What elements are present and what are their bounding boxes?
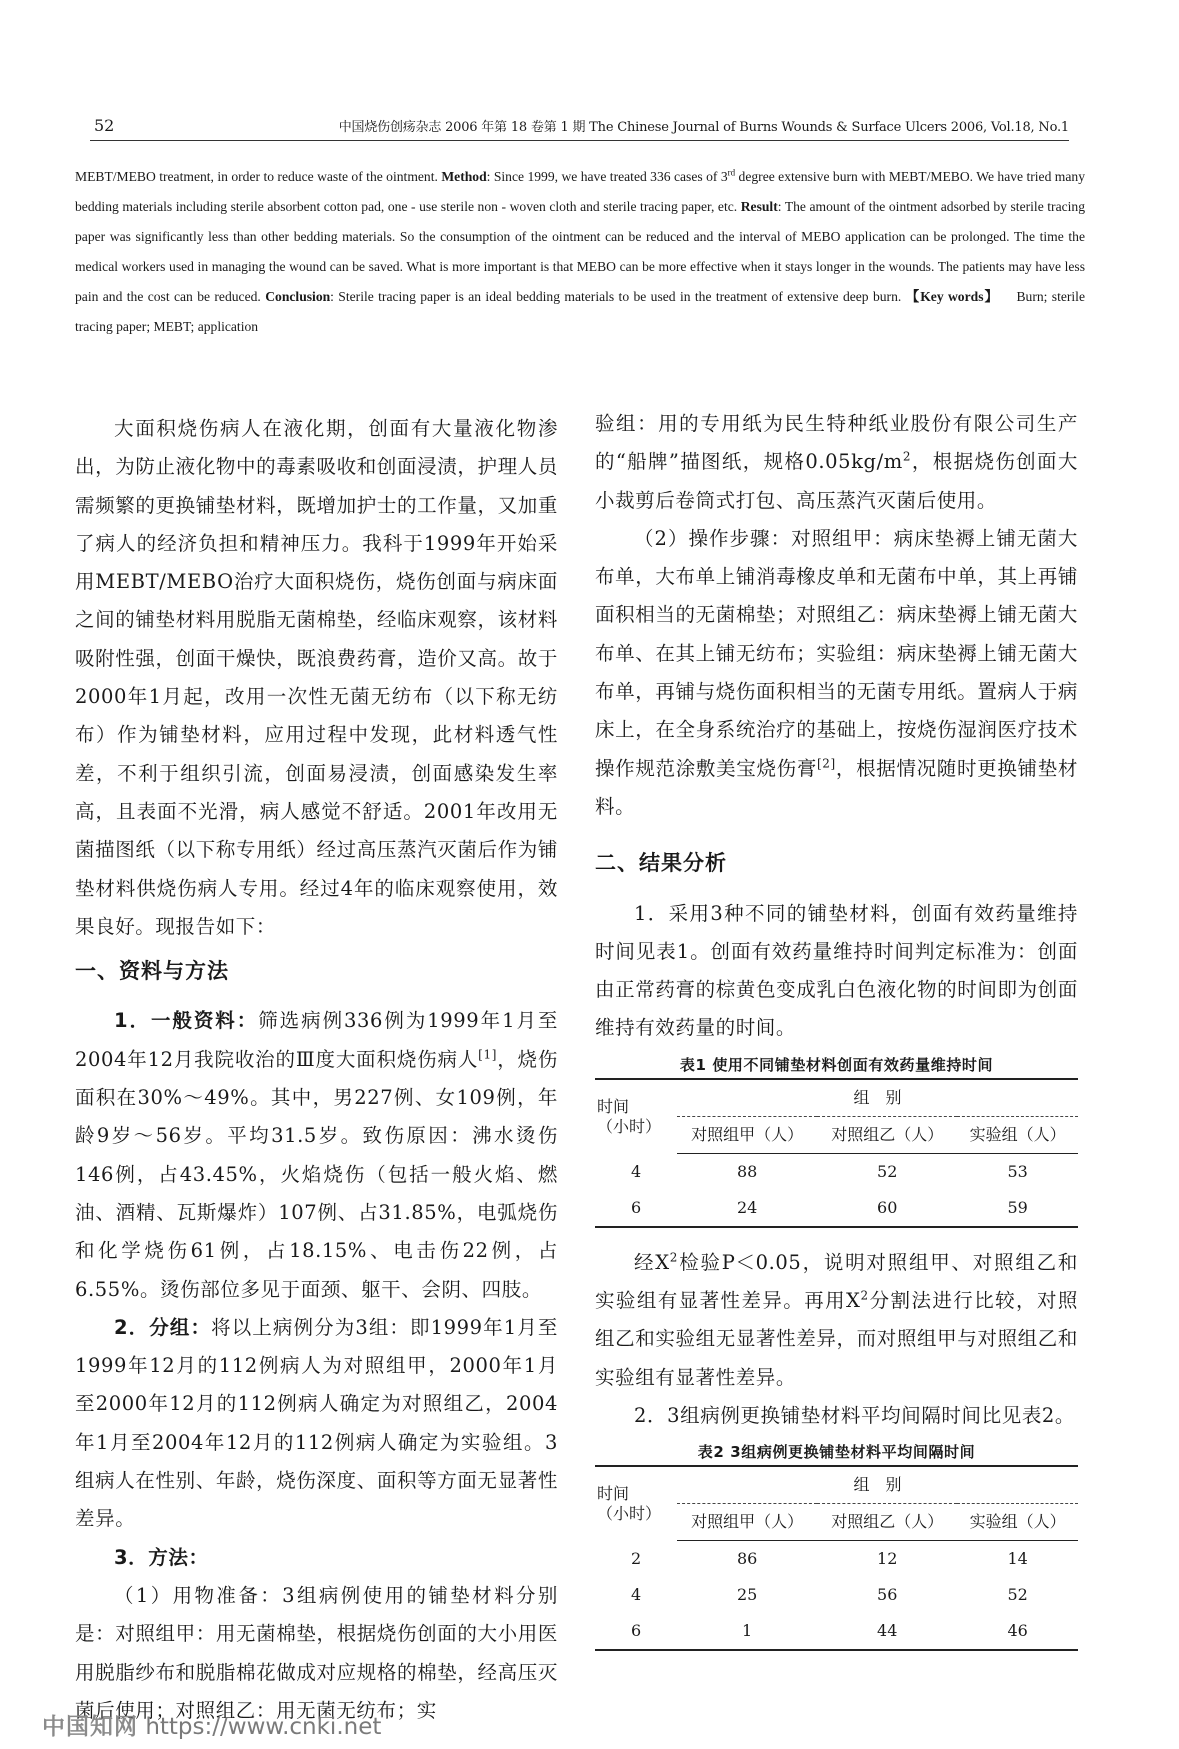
- cell: 52: [1007, 1585, 1028, 1605]
- superscript: 2: [860, 1288, 869, 1303]
- citation: [1]: [478, 1047, 497, 1062]
- header-text: 时间: [597, 1096, 630, 1116]
- cell: 1: [677, 1613, 817, 1650]
- procedure-paragraph: [595, 520, 1078, 826]
- subheading: 3．方法：: [114, 1545, 209, 1569]
- subheading: 1．一般资料：: [114, 1009, 259, 1033]
- page-number: 52: [94, 116, 115, 135]
- cell: 52: [877, 1161, 898, 1181]
- superscript: 2: [902, 449, 912, 464]
- cell: 46: [957, 1613, 1078, 1650]
- cell: 86: [736, 1549, 758, 1569]
- keywords-label: 【Key words】: [905, 289, 999, 304]
- result-paragraph: 1．采用3种不同的铺垫材料，创面有效药量维持时间见表1。创面有效药量维持时间判定标准为：创面由正常药膏的棕黄色变成乳白色液化物的时间即为创面维持有效药量的时间。: [595, 901, 1078, 1040]
- body-text: 筛选病例336例为1999年1月至2004年12月我院收治的Ⅲ度大面积烧伤病人: [75, 1009, 558, 1071]
- cell: 88: [736, 1161, 758, 1181]
- column-header: 实验组（人）: [957, 1504, 1078, 1541]
- grouping-paragraph: [75, 1309, 558, 1539]
- cell: 14: [1007, 1549, 1028, 1569]
- cell: 56: [877, 1585, 898, 1605]
- body-text: 经X: [634, 1250, 670, 1274]
- column-header: 实验组（人）: [957, 1116, 1078, 1153]
- right-column: [595, 405, 1078, 1667]
- cell: 59: [957, 1190, 1078, 1227]
- body-text: ，根据烧伤创面大小裁剪后卷筒式打包、高压蒸汽灭菌后使用。: [595, 450, 1078, 512]
- left-column: [75, 410, 558, 1730]
- cell: 44: [817, 1613, 957, 1650]
- result-label: Result: [740, 199, 778, 214]
- subheading: 2．分组：: [114, 1315, 212, 1339]
- table1: [595, 1078, 1078, 1228]
- journal-title: 中国烧伤创疡杂志 2006 年第 18 卷第 1 期 The Chinese Journal of Burns Wounds & Surface Ulcers 2006, Vol.18, No.1: [338, 120, 1069, 135]
- abstract-text: : Since 1999, we have treated 336 cases of 3: [486, 169, 728, 184]
- citation: [2]: [817, 756, 836, 771]
- section-heading: 二、结果分析: [595, 851, 727, 876]
- abstract-text: MEBT/MEBO treatment, in order to reduce waste of the ointment.: [75, 169, 438, 184]
- watermark-brand: 中国知网: [42, 1714, 138, 1740]
- header-rule: [90, 140, 1069, 141]
- table1-caption: 表1 使用不同铺垫材料创面有效药量维持时间: [679, 1055, 994, 1074]
- column-header: 对照组甲（人）: [677, 1116, 817, 1153]
- general-data-paragraph: [75, 1002, 558, 1308]
- chi-square-paragraph: [595, 1244, 1078, 1397]
- abstract-text: degree extensive burn with MEBT/MEBO. We have tried many bedding materials including sterile absorbent cotton pad, one - use sterile non - woven cloth and sterile tracing paper, etc.: [75, 169, 1085, 214]
- cell: 24: [677, 1190, 817, 1227]
- column-header: 对照组甲（人）: [677, 1504, 817, 1541]
- cell: 2: [630, 1548, 642, 1568]
- table-time-header: [595, 1466, 677, 1541]
- cell: 6: [595, 1613, 677, 1650]
- table2-caption: 表2 3组病例更换铺垫材料平均间隔时间: [697, 1443, 976, 1462]
- table-row: [595, 1541, 1078, 1578]
- running-header: [90, 111, 1069, 141]
- cell: 60: [817, 1190, 957, 1227]
- body-text: ，烧伤面积在30%～49%。其中，男227例、女109例，年龄9岁～56岁。平均31.5岁。致伤原因：沸水烫伤146例，占43.45%，火焰烧伤（包括一般火焰、燃油、酒精、瓦斯爆炸）107例、占31.85%，电弧烧伤和化学烧伤61例，占18.15%、电击伤22例，占6.55%。烫伤部位多见于面颈、躯干、会阴、四肢。: [75, 1047, 558, 1301]
- cell: 12: [877, 1549, 898, 1569]
- cell: 25: [736, 1585, 758, 1605]
- table2: [595, 1465, 1078, 1651]
- table-row: [595, 1577, 1078, 1613]
- table-time-header: [595, 1079, 677, 1154]
- keywords: Burn; sterile tracing paper; MEBT; application: [75, 289, 1085, 334]
- cell: 6: [595, 1190, 677, 1227]
- conclusion-label: Conclusion: [265, 289, 331, 304]
- column-header: 对照组乙（人）: [817, 1504, 957, 1541]
- english-abstract: [75, 162, 1085, 342]
- table-row: [595, 1153, 1078, 1190]
- body-text: 分割法进行比较，对照组乙和实验组无显著性差异，而对照组甲与对照组乙和实验组有显著性差异。: [595, 1289, 1078, 1389]
- cell: 4: [630, 1161, 642, 1181]
- watermark-url: https://www.cnki.net: [145, 1714, 382, 1740]
- body-text: 将以上病例分为3组：即1999年1月至1999年12月的112例病人为对照组甲，2000年1月至2000年12月的112例病人确定为对照组乙，2004年1月至2004年12月的112例病人确定为实验组。3组病人在性别、年龄，烧伤深度、面积等方面无显著性差异。: [75, 1315, 558, 1531]
- body-text: 检验P＜0.05，说明对照组甲、对照组乙和实验组有显著性差异。再用X: [595, 1250, 1078, 1313]
- intro-paragraph: 大面积烧伤病人在液化期，创面有大量液化物渗出，为防止液化物中的毒素吸收和创面浸渍，护理人员需频繁的更换铺垫材料，既增加护士的工作量，又加重了病人的经济负担和精神压力。我科于1999年开始采用MEBT/MEBO治疗大面积烧伤，烧伤创面与病床面之间的铺垫材料用脱脂无菌棉垫，经临床观察，该材料吸附性强，创面干燥快，既浪费药膏，造价又高。故于2000年1月起，改用一次性无菌无纺布（以下称无纺布）作为铺垫材料，应用过程中发现，此材料透气性差，不利于组织引流，创面易浸渍，创面感染发生率高，且表面不光滑，病人感觉不舒适。2001年改用无菌描图纸（以下称专用纸）经过高压蒸汽灭菌后作为铺垫材料供烧伤病人专用。经过4年的临床观察使用，效果良好。现报告如下：: [75, 417, 558, 938]
- column-header: 对照组乙（人）: [817, 1116, 957, 1153]
- table-row: [595, 1190, 1078, 1227]
- header-text: （小时）: [597, 1116, 662, 1136]
- superscript: 2: [669, 1250, 679, 1265]
- method-paragraph: （1）用物准备：3组病例使用的铺垫材料分别是：对照组甲：用无菌棉垫，根据烧伤创面的大小用医用脱脂纱布和脱脂棉花做成对应规格的棉垫，经高压灭菌后使用；对照组乙：用无菌无纺布；实: [75, 1583, 558, 1722]
- abstract-text: : Sterile tracing paper is an ideal bedding materials to be used in the treatment of extensive deep burn.: [330, 289, 902, 304]
- body-text: 验组：用的专用纸为民生特种纸业股份有限公司生产的“船牌”描图纸，规格0.05kg/m: [595, 412, 1078, 474]
- method-label: Method: [441, 169, 487, 184]
- header-text: （小时）: [597, 1503, 662, 1523]
- body-text: （2）操作步骤：对照组甲：病床垫褥上铺无菌大布单，大布单上铺消毒橡皮单和无菌布中单，其上再铺面积相当的无菌棉垫；对照组乙：病床垫褥上铺无菌大布单、在其上铺无纺布；实验组：病床垫褥上铺无菌大布单，再铺与烧伤面积相当的无菌专用纸。置病人于病床上，在全身系统治疗的基础上，按烧伤湿润医疗技术操作规范涂敷美宝烧伤膏: [595, 526, 1078, 780]
- interval-paragraph: 2．3组病例更换铺垫材料平均间隔时间比见表2。: [634, 1403, 1076, 1427]
- section-heading: 一、资料与方法: [75, 959, 229, 984]
- table-row: [595, 1613, 1078, 1650]
- cnki-watermark: [42, 1708, 381, 1741]
- superscript: rd: [727, 167, 736, 178]
- cell: 4: [630, 1585, 642, 1605]
- header-text: 时间: [597, 1483, 630, 1503]
- table-group-header: 组 别: [677, 1079, 1078, 1117]
- abstract-text: : The amount of the ointment adsorbed by sterile tracing paper was significantly less than other bedding materials. So the consumption of the ointment can be reduced and the interval of MEBO application can be prolonged. The time the medical workers used in managing the wound can be saved. What is more important is that MEBO can be more effective when it stays longer in the wounds. The patients may have less pain and the cost can be reduced.: [75, 199, 1086, 304]
- table-group-header: 组 别: [677, 1466, 1078, 1504]
- material-paragraph: [595, 405, 1078, 520]
- body-text: ，根据情况随时更换铺垫材料。: [595, 756, 1078, 818]
- cell: 53: [1007, 1161, 1028, 1181]
